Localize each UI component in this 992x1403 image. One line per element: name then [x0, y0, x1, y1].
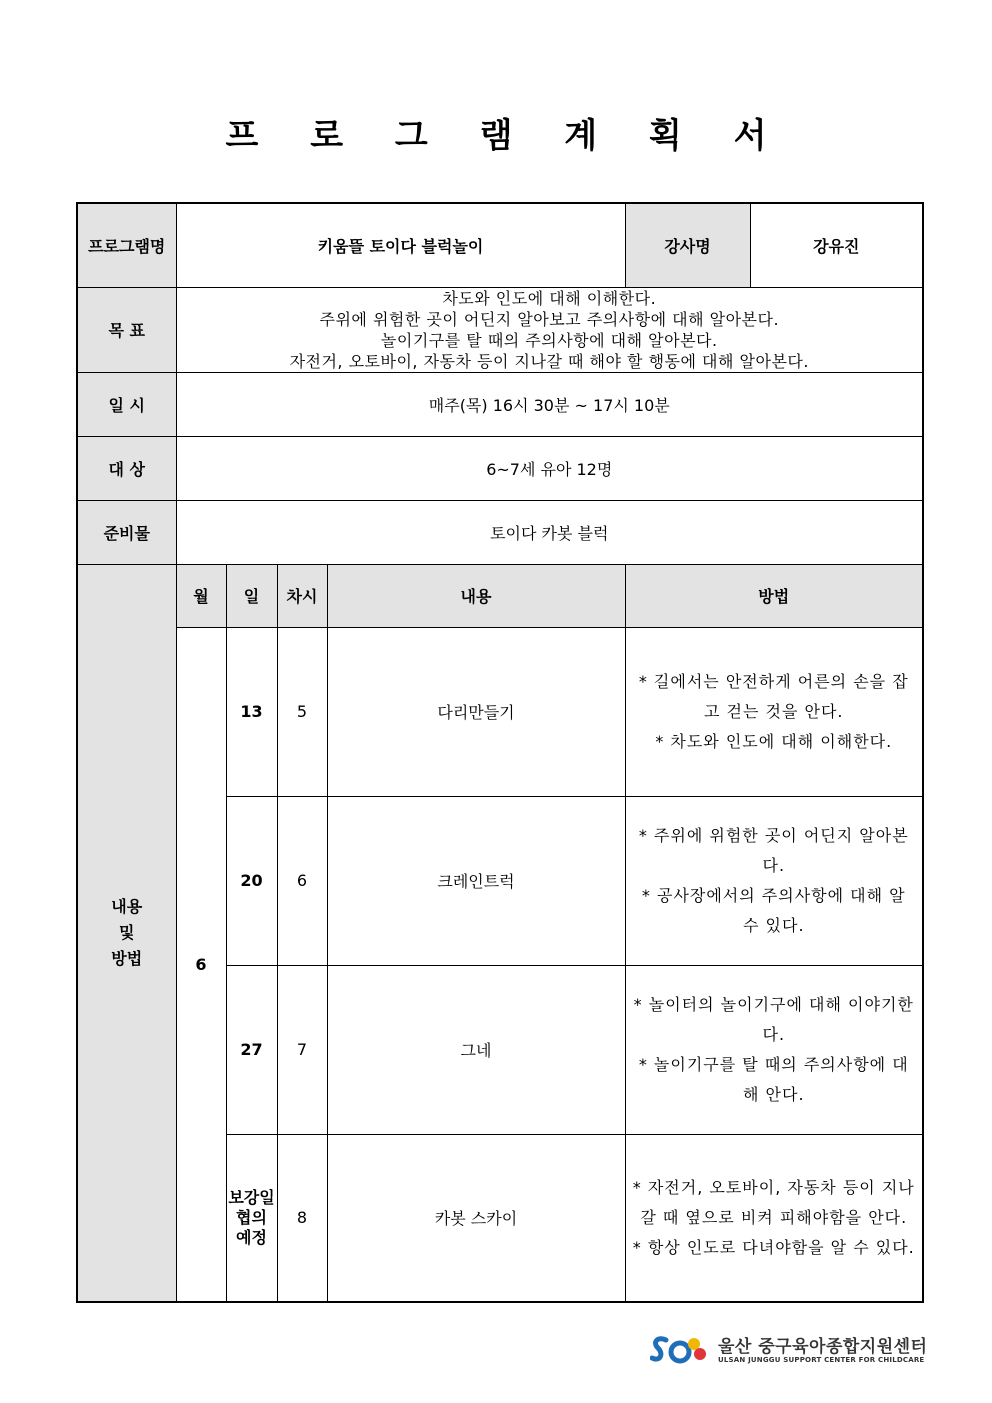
- method-value: * 놀이터의 놀이기구에 대해 이야기한다. * 놀이기구를 탈 때의 주의사항에 대해 안다.: [625, 965, 923, 1134]
- org-logo-icon: [650, 1330, 714, 1370]
- method-value: * 자전거, 오토바이, 자동차 등이 지나갈 때 옆으로 비켜 피해야함을 안다. * 항상 인도로 다녀야함을 알 수 있다.: [625, 1134, 923, 1302]
- program-name-value: 키움뜰 토이다 블럭놀이: [176, 203, 625, 287]
- materials-value: 토이다 카봇 블럭: [176, 500, 923, 564]
- target-value: 6~7세 유아 12명: [176, 436, 923, 500]
- schedule-row: [77, 372, 923, 436]
- goal-line: 주위에 위험한 곳이 어딘지 알아보고 주의사항에 대해 알아본다.: [319, 309, 780, 329]
- method-value: * 주위에 위험한 곳이 어딘지 알아본다. * 공사장에서의 주의사항에 대해 알 수 있다.: [625, 796, 923, 965]
- org-logo: [650, 1330, 928, 1372]
- header-day: 일: [226, 564, 277, 627]
- day-value: 13: [226, 627, 277, 796]
- session-value: 5: [277, 627, 327, 796]
- org-name-en: ULSAN JUNGGU SUPPORT CENTER FOR CHILDCARE: [718, 1356, 925, 1364]
- header-month: 월: [176, 564, 226, 627]
- target-row: [77, 436, 923, 500]
- goals-value: [176, 287, 923, 372]
- content-value: 그네: [327, 965, 625, 1134]
- materials-label: 준비물: [77, 500, 176, 564]
- program-plan-table: [76, 202, 924, 1303]
- org-name: 울산 중구육아종합지원센터: [718, 1337, 928, 1357]
- instructor-value: 강유진: [750, 203, 923, 287]
- target-label: 대 상: [77, 436, 176, 500]
- table-row: [77, 627, 923, 796]
- session-value: 7: [277, 965, 327, 1134]
- header-method: 방법: [625, 564, 923, 627]
- goal-line: 자전거, 오토바이, 자동차 등이 지나갈 때 해야 할 행동에 대해 알아본다.: [289, 351, 809, 371]
- day-value: 보강일 협의 예정: [226, 1134, 277, 1302]
- goal-line: 놀이기구를 탈 때의 주의사항에 대해 알아본다.: [380, 330, 718, 350]
- content-value: 카봇 스카이: [327, 1134, 625, 1302]
- session-value: 8: [277, 1134, 327, 1302]
- document-title: 프 로 그 램 계 획 서: [225, 116, 787, 156]
- goals-label: 목 표: [77, 287, 176, 372]
- method-value: * 길에서는 안전하게 어른의 손을 잡고 걷는 것을 안다. * 차도와 인도에 대해 이해한다.: [625, 627, 923, 796]
- schedule-value: 매주(목) 16시 30분 ~ 17시 10분: [176, 372, 923, 436]
- month-value: 6: [176, 627, 226, 1302]
- content-method-label: 내용 및 방법: [77, 564, 176, 1302]
- program-name-label: 프로그램명: [77, 203, 176, 287]
- program-name-row: [77, 203, 923, 287]
- schedule-label: 일 시: [77, 372, 176, 436]
- header-session: 차시: [277, 564, 327, 627]
- header-content: 내용: [327, 564, 625, 627]
- goals-row: [77, 287, 923, 372]
- instructor-label: 강사명: [625, 203, 750, 287]
- materials-row: [77, 500, 923, 564]
- content-value: 크레인트럭: [327, 796, 625, 965]
- day-value: 27: [226, 965, 277, 1134]
- day-value: 20: [226, 796, 277, 965]
- goal-line: 차도와 인도에 대해 이해한다.: [442, 288, 657, 308]
- content-header-row: [77, 564, 923, 627]
- session-value: 6: [277, 796, 327, 965]
- content-value: 다리만들기: [327, 627, 625, 796]
